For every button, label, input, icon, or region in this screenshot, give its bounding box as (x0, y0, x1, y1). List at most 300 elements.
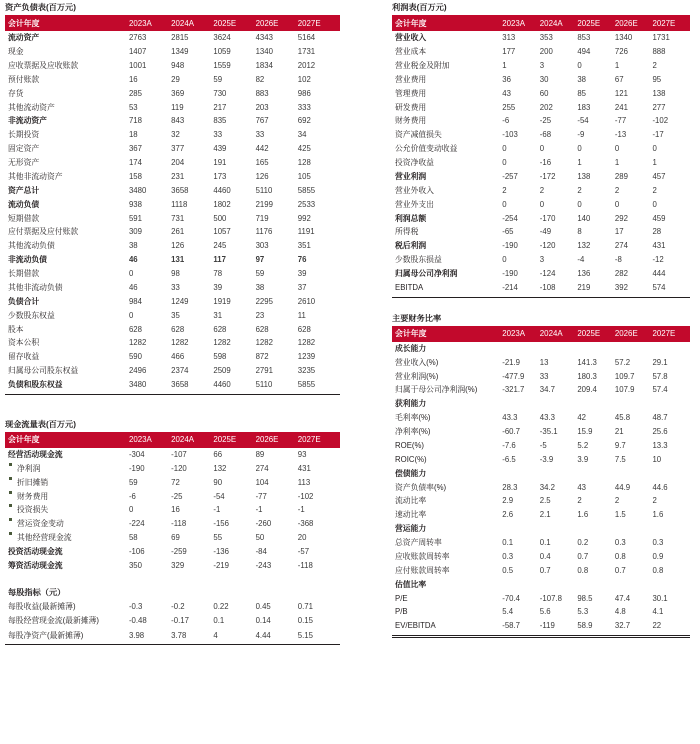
table-row (5, 545, 340, 559)
row-value: 0 (577, 60, 582, 70)
row-value: 835 (213, 116, 227, 126)
table-row (5, 211, 340, 225)
row-value: 5855 (297, 380, 316, 390)
table-row (392, 156, 690, 170)
row-value: 53 (128, 102, 138, 112)
row-value: 350 (128, 560, 142, 570)
row-value: -219 (213, 560, 229, 570)
row-label: 速动比率 (395, 510, 427, 520)
row-value: 0.7 (577, 551, 589, 561)
row-value: 4.44 (255, 630, 271, 640)
row-value: 0.3 (614, 538, 626, 548)
row-value: 2815 (171, 33, 189, 43)
row-value: 34.2 (539, 482, 555, 492)
indent-wrapper: 营运资金变动 (8, 519, 64, 529)
ratios-header (392, 326, 690, 342)
row-value (502, 342, 540, 356)
table-row (392, 142, 690, 156)
table-row (5, 156, 340, 170)
row-value: -6 (502, 116, 510, 126)
row-value: 117 (213, 255, 226, 265)
row-value: -170 (539, 213, 556, 223)
bullet-marker-icon (9, 477, 12, 480)
row-value: 5.2 (577, 440, 589, 450)
row-label: 成长能力 (395, 343, 427, 353)
row-value: -118 (297, 560, 313, 570)
row-label: 归属母公司净利润 (395, 269, 458, 279)
row-value: 97 (255, 255, 265, 265)
row-value: 986 (297, 88, 311, 98)
row-label: 公允价值变动收益 (395, 144, 458, 154)
row-value: -6 (128, 491, 136, 501)
ratios-bottom-rule (392, 635, 690, 638)
row-value: -102 (297, 491, 314, 501)
row-label: 估值比率 (395, 579, 427, 589)
row-value (577, 578, 615, 592)
row-label: P/B (395, 607, 408, 617)
row-value: -0.2 (171, 602, 185, 612)
header-cell-label: 会计年度 (5, 432, 129, 448)
ratios-body (392, 342, 690, 633)
row-value: 0.71 (297, 602, 313, 612)
row-value: 255 (502, 102, 516, 112)
table-row (5, 198, 340, 212)
row-value: 58 (128, 533, 138, 543)
row-value: 2 (652, 60, 657, 70)
table-row (5, 628, 340, 642)
row-value: 9.7 (614, 440, 626, 450)
row-value: 217 (213, 102, 227, 112)
row-value: 1731 (297, 47, 316, 57)
row-value: 2.6 (502, 510, 514, 520)
row-value: 0 (577, 199, 582, 209)
row-value: 174 (128, 158, 142, 168)
row-value: 1239 (297, 352, 316, 362)
row-value: 0 (502, 255, 507, 265)
row-value: 200 (539, 47, 553, 57)
row-value: -25 (171, 491, 183, 501)
row-value: 888 (652, 47, 666, 57)
table-row (5, 350, 340, 364)
row-value: 2509 (213, 366, 231, 376)
row-value: 104 (255, 477, 269, 487)
row-label (5, 503, 129, 517)
row-value (615, 397, 653, 411)
row-value: 13.3 (652, 440, 668, 450)
row-value: 113 (297, 477, 311, 487)
table-row (5, 378, 340, 392)
income-statement-block (392, 0, 690, 298)
row-value: -77 (255, 491, 267, 501)
per-share-body (5, 600, 340, 643)
table-row (392, 425, 690, 439)
row-label: ROE(%) (395, 440, 425, 450)
row-value: 500 (213, 213, 227, 223)
row-label: 流动资产 (8, 33, 40, 43)
row-label (5, 462, 129, 476)
table-row (5, 87, 340, 101)
row-value: 33 (213, 130, 223, 140)
row-label: 财务费用 (395, 116, 427, 126)
row-value: 17 (614, 227, 624, 237)
row-label: 归属母公司股东权益 (8, 366, 79, 376)
row-value (502, 522, 540, 536)
header-cell-year-2: 2025E (213, 432, 255, 448)
row-label: 毛利率(%) (395, 413, 431, 423)
row-value: 457 (652, 171, 666, 181)
row-value: 313 (502, 33, 516, 43)
table-row (5, 100, 340, 114)
indent-wrapper: 折旧摊销 (8, 478, 48, 488)
row-label: 营业费用 (395, 74, 427, 84)
row-label: 长期借款 (8, 269, 40, 279)
row-value: 3.9 (577, 454, 589, 464)
row-value: 0 (502, 199, 507, 209)
row-value: 4460 (213, 380, 231, 390)
row-value: 369 (171, 88, 185, 98)
table-row (392, 383, 690, 397)
row-value: 7.5 (614, 454, 626, 464)
row-label: 固定资产 (8, 144, 40, 154)
row-value: -60.7 (502, 427, 521, 437)
income-statement-body (392, 31, 690, 295)
row-value: 67 (614, 74, 624, 84)
row-value: 0.7 (614, 565, 626, 575)
row-value: 329 (171, 560, 185, 570)
row-value: 47.4 (614, 593, 631, 603)
header-cell-year-3: 2026E (256, 432, 298, 448)
row-value: 1802 (213, 199, 231, 209)
row-value (540, 397, 578, 411)
cash-flow-header (5, 432, 340, 448)
row-value: 105 (297, 171, 311, 181)
row-value: -119 (539, 621, 555, 631)
row-value (615, 342, 653, 356)
header-cell-year-2: 2025E (577, 326, 615, 342)
row-value: 191 (213, 158, 227, 168)
row-value: 5855 (297, 185, 316, 195)
row-value: 1340 (255, 47, 273, 57)
right-spacer-1 (392, 298, 690, 311)
row-value: 66 (213, 449, 223, 459)
row-value: 21 (614, 427, 624, 437)
row-label: 非流动负债 (8, 255, 47, 265)
bullet-marker-icon (9, 491, 12, 494)
row-label (5, 489, 129, 503)
table-row (392, 211, 690, 225)
row-value: -17 (652, 130, 664, 140)
row-value: 1731 (652, 33, 670, 43)
row-value: 132 (213, 463, 227, 473)
row-value: 1282 (128, 338, 147, 348)
row-label: 营运能力 (395, 524, 427, 534)
row-value: 274 (614, 241, 628, 251)
row-value: 4343 (255, 33, 273, 43)
row-value (502, 397, 540, 411)
table-row (392, 184, 690, 198)
row-value: -102 (652, 116, 669, 126)
row-value: 136 (577, 269, 591, 279)
row-value: 204 (171, 158, 185, 168)
row-value: 57.8 (652, 371, 668, 381)
row-value: 38 (255, 282, 265, 292)
row-value: 10 (652, 454, 662, 464)
table-row (392, 453, 690, 467)
row-label: 营业税金及附加 (395, 60, 450, 70)
table-row (392, 59, 690, 73)
row-label: 流动比率 (395, 496, 427, 506)
row-value: 2 (614, 496, 620, 506)
table-row (392, 45, 690, 59)
table-row (5, 503, 340, 517)
row-value: 76 (297, 255, 307, 265)
row-value: 0.8 (614, 551, 626, 561)
header-cell-year-1: 2024A (540, 15, 578, 31)
row-label: ROIC(%) (395, 454, 427, 464)
row-value: -120 (539, 241, 556, 251)
row-value: -106 (128, 547, 145, 557)
row-value: 22 (652, 621, 662, 631)
row-value: 2374 (171, 366, 189, 376)
row-value: -68 (539, 130, 552, 140)
row-value: 883 (255, 88, 269, 98)
header-cell-year-3: 2026E (615, 15, 653, 31)
row-value: 4460 (213, 185, 231, 195)
row-label: 其他非流动资产 (8, 171, 63, 181)
row-value: 2 (652, 496, 657, 506)
row-value: -70.4 (502, 593, 521, 603)
row-label: 总资产周转率 (395, 538, 442, 548)
row-value: 5.15 (297, 630, 313, 640)
row-value: 39 (297, 269, 307, 279)
row-value: 2496 (128, 366, 147, 376)
table-row (392, 73, 690, 87)
row-value: 1 (652, 158, 657, 168)
header-cell-label: 会计年度 (392, 326, 502, 342)
row-value: 2 (652, 185, 657, 195)
row-value: 59 (255, 269, 265, 279)
row-value: 37 (297, 282, 307, 292)
row-value: -6.5 (502, 454, 516, 464)
row-value: 0.1 (539, 538, 551, 548)
row-value: 1057 (213, 227, 231, 237)
row-value (540, 522, 578, 536)
row-label: 负债合计 (8, 296, 40, 306)
row-value (540, 467, 578, 481)
row-value: -57 (297, 547, 310, 557)
row-value: 16 (128, 74, 138, 84)
table-row (392, 494, 690, 508)
table-row (392, 253, 690, 267)
row-value: 628 (213, 324, 227, 334)
row-value: 0.4 (539, 551, 551, 561)
row-value: 44.9 (614, 482, 631, 492)
table-row (392, 342, 690, 356)
table-row (5, 600, 340, 614)
table-row (392, 239, 690, 253)
row-value: 1191 (297, 227, 315, 237)
row-value: 0 (502, 158, 507, 168)
row-label: 每股收益(最新摊薄) (8, 602, 76, 612)
row-value: 333 (297, 102, 311, 112)
row-label: 筹资活动现金流 (8, 560, 63, 570)
row-value: 1407 (128, 47, 147, 57)
row-value: 367 (128, 144, 142, 154)
row-value: 0 (539, 199, 545, 209)
row-value: 34.7 (539, 385, 555, 395)
per-share-table (5, 600, 340, 643)
row-value: 0 (614, 144, 620, 154)
right-column (350, 0, 700, 744)
header-cell-year-0: 2023A (502, 326, 540, 342)
row-label: 净利率(%) (395, 427, 431, 437)
row-value: 35 (171, 310, 180, 320)
row-value: 42 (577, 413, 587, 423)
row-label: 负债和股东权益 (8, 380, 63, 390)
ratios-table (392, 326, 690, 633)
row-value: 72 (171, 477, 180, 487)
row-value: 241 (614, 102, 628, 112)
income-statement-table (392, 15, 690, 295)
row-value: 4.8 (614, 607, 626, 617)
row-value (615, 467, 653, 481)
balance-sheet-table (5, 15, 340, 392)
cash-flow-body (5, 448, 340, 573)
income-statement-header (392, 15, 690, 31)
header-cell-label: 会计年度 (5, 15, 129, 31)
table-row (392, 281, 690, 295)
row-value: 1 (502, 60, 507, 70)
table-row (5, 531, 340, 545)
row-value: -35.1 (539, 427, 558, 437)
bullet-marker-icon (9, 463, 12, 466)
row-value: -12 (652, 255, 664, 265)
row-value: 90 (213, 477, 223, 487)
row-value: 309 (128, 227, 142, 237)
per-share-block (5, 586, 340, 646)
row-value: 591 (128, 213, 142, 223)
row-label (5, 517, 129, 531)
indent-wrapper: 净利润 (8, 464, 40, 474)
table-row (5, 476, 340, 490)
table-row (392, 198, 690, 212)
row-value: 1282 (297, 338, 316, 348)
row-value: 28 (652, 227, 662, 237)
row-label: EV/EBITDA (395, 621, 436, 631)
table-row (392, 522, 690, 536)
row-label: 获利能力 (395, 399, 427, 409)
table-row (5, 295, 340, 309)
row-value: -54 (213, 491, 225, 501)
row-value: 1176 (255, 227, 273, 237)
row-value: 1 (614, 158, 620, 168)
row-value (502, 467, 540, 481)
row-label: 应付账款周转率 (395, 565, 450, 575)
row-value: 282 (614, 269, 628, 279)
row-value: 15.9 (577, 427, 593, 437)
row-label: 营业利润 (395, 171, 427, 181)
table-row (392, 619, 690, 633)
row-value: 442 (255, 144, 269, 154)
row-value: -1 (255, 505, 263, 515)
row-value: -136 (213, 547, 229, 557)
table-row (5, 142, 340, 156)
row-value: 0.15 (297, 616, 313, 626)
row-value: 39 (213, 282, 223, 292)
row-value: 98 (171, 269, 180, 279)
table-row (392, 369, 690, 383)
row-value: 1340 (614, 33, 633, 43)
table-row (392, 356, 690, 370)
row-value: 3.78 (171, 630, 187, 640)
row-value: 431 (297, 463, 311, 473)
table-row (5, 31, 340, 45)
row-value: 46 (128, 255, 138, 265)
income-statement-caption: 利润表(百万元) (392, 3, 447, 12)
row-value: 245 (213, 241, 227, 251)
indent-wrapper: 其他经营现金流 (8, 533, 72, 543)
row-value: 718 (128, 116, 142, 126)
row-value: 1249 (171, 296, 189, 306)
table-row (5, 225, 340, 239)
balance-sheet-block (5, 0, 340, 395)
row-value: 1.5 (614, 510, 626, 520)
row-value: 43.3 (539, 413, 555, 423)
row-value: 60 (539, 88, 549, 98)
row-value: 43.3 (502, 413, 518, 423)
row-label (5, 531, 129, 545)
table-row (392, 114, 690, 128)
left-spacer-2 (5, 573, 340, 586)
row-value: 59 (213, 74, 223, 84)
cash-flow-table (5, 432, 340, 573)
row-value: 173 (213, 171, 227, 181)
table-row (5, 462, 340, 476)
table-row (392, 100, 690, 114)
row-value: 0.1 (502, 538, 514, 548)
row-value: 2610 (297, 296, 316, 306)
row-label: 营业外收入 (395, 185, 434, 195)
row-value (652, 522, 690, 536)
table-row (392, 605, 690, 619)
row-value: 16 (171, 505, 180, 515)
row-value: 0 (652, 144, 657, 154)
row-value: 1282 (213, 338, 231, 348)
table-row (392, 467, 690, 481)
row-value: 285 (128, 88, 142, 98)
balance-sheet-header (5, 15, 340, 31)
row-value: 0 (652, 199, 657, 209)
row-value: 466 (171, 352, 185, 362)
row-value: 574 (652, 282, 666, 292)
row-label: P/E (395, 593, 408, 603)
per-share-bottom-rule (5, 644, 340, 645)
header-cell-year-4: 2027E (298, 15, 340, 31)
row-value: 1001 (128, 60, 147, 70)
row-value: 38 (128, 241, 138, 251)
row-value: 23 (255, 310, 265, 320)
row-value: 1559 (213, 60, 231, 70)
row-label: 资产负债率(%) (395, 482, 447, 492)
indent-wrapper: 投资损失 (8, 505, 48, 515)
row-value (577, 467, 615, 481)
row-value: 44.6 (652, 482, 668, 492)
row-label: 资本公积 (8, 338, 40, 348)
row-label: 短期借款 (8, 213, 40, 223)
row-value: 78 (213, 269, 223, 279)
row-value: 48.7 (652, 413, 668, 423)
row-value: -1 (213, 505, 221, 515)
